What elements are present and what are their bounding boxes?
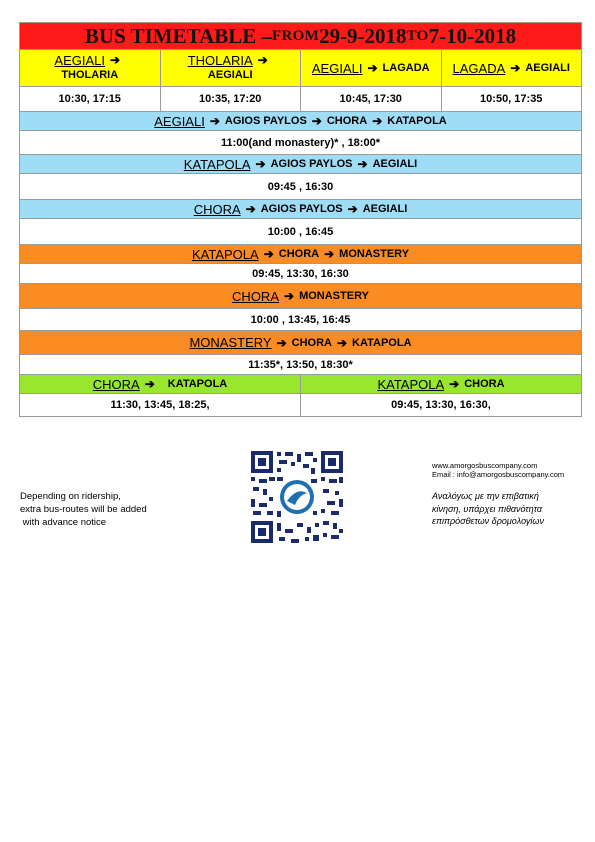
stop-label: KATAPOLA <box>352 336 412 349</box>
note-line: with advance notice <box>20 517 107 528</box>
qr-code-icon <box>249 449 345 545</box>
origin-label: CHORA <box>193 201 241 217</box>
times-cell: 09:45, 13:30, 16:30, <box>391 399 491 411</box>
timetable-title <box>20 23 581 50</box>
times-cell: 10:45, 17:30 <box>301 87 442 111</box>
times-cell: 10:00 , 13:45, 16:45 <box>250 313 351 326</box>
greek-note-line: επιπρόσθετων δρομολογίων <box>432 516 544 526</box>
origin-label: MONASTERY <box>189 335 272 350</box>
arrow-icon: ➔ <box>110 53 121 67</box>
route-header-tholaria-aegiali <box>161 50 302 86</box>
route-times <box>20 355 581 375</box>
website-link[interactable]: www.amorgosbuscompany.com <box>432 461 538 470</box>
note-line: Depending on ridership, <box>20 491 121 502</box>
title-date-end: 7-10-2018 <box>428 23 517 48</box>
stop-label: CHORA <box>326 115 368 127</box>
route-header-katapola-monastery <box>20 245 581 264</box>
origin-label: CHORA <box>232 288 279 304</box>
origin-label: THOLARIA <box>187 53 253 68</box>
local-routes-times <box>20 87 581 112</box>
arrow-icon: ➔ <box>510 61 521 75</box>
contact-info <box>432 461 564 479</box>
route-header-aegiali-katapola <box>20 112 581 131</box>
destination-label: KATAPOLA <box>167 378 228 390</box>
route-header-monastery-katapola <box>20 331 581 355</box>
arrow-icon: ➔ <box>336 335 348 350</box>
destination-label: AEGIALI <box>207 69 253 81</box>
stop-label: MONASTERY <box>339 248 410 260</box>
arrow-icon: ➔ <box>357 157 368 171</box>
route-header-katapola-chora <box>301 375 581 393</box>
origin-label: KATAPOLA <box>377 376 445 392</box>
greek-note-line: κίνηση, υπάρχει πιθανότητα <box>432 503 543 514</box>
destination-label: LAGADA <box>382 62 430 74</box>
stop-label: AGIOS PAYLOS <box>260 203 343 215</box>
route-times <box>20 219 581 245</box>
arrow-icon: ➔ <box>257 53 268 67</box>
timetable <box>19 22 582 417</box>
stop-label: CHORA <box>278 248 320 260</box>
arrow-icon: ➔ <box>255 157 266 171</box>
email-link[interactable]: Email : info@amorgosbuscompany.com <box>432 470 565 479</box>
arrow-icon: ➔ <box>284 289 295 303</box>
arrow-icon: ➔ <box>311 114 322 128</box>
stop-label: CHORA <box>291 336 332 349</box>
times-cell: 10:35, 17:20 <box>161 87 302 111</box>
route-times <box>20 174 581 200</box>
arrow-icon: ➔ <box>347 202 358 216</box>
arrow-icon: ➔ <box>372 114 383 128</box>
destination-label: AEGIALI <box>525 62 570 74</box>
route-header-aegiali-lagada <box>301 50 442 86</box>
arrow-icon: ➔ <box>263 247 274 261</box>
ridership-note <box>20 490 147 529</box>
origin-label: AEGIALI <box>311 60 363 76</box>
stop-label: AEGIALI <box>372 158 418 170</box>
origin-label: KATAPOLA <box>183 156 251 172</box>
stop-label: MONASTERY <box>299 290 369 302</box>
arrow-icon: ➔ <box>276 335 287 350</box>
route-header-lagada-aegiali <box>442 50 582 86</box>
route-times <box>20 309 581 331</box>
route-header-chora-aegiali <box>20 200 581 219</box>
arrow-icon: ➔ <box>144 377 155 391</box>
route-header-chora-katapola-pair <box>20 375 581 394</box>
route-times <box>20 264 581 284</box>
arrow-icon: ➔ <box>449 377 460 391</box>
times-cell: 11:00(and monastery)* , 18:00* <box>221 136 380 149</box>
origin-label: AEGIALI <box>54 53 105 68</box>
times-cell: 10:30, 17:15 <box>20 87 161 111</box>
route-header-aegiali-tholaria <box>20 50 161 86</box>
local-routes-header <box>20 50 581 87</box>
origin-label: AEGIALI <box>154 113 205 129</box>
times-cell: 10:50, 17:35 <box>480 93 543 105</box>
route-times <box>20 394 581 416</box>
greek-note-line: Αναλόγως με την επιβατική <box>432 491 539 501</box>
origin-label: KATAPOLA <box>191 246 259 262</box>
times-cell: 11:35*, 13:50, 18:30* <box>248 358 353 371</box>
title-from: FROM <box>272 27 320 44</box>
destination-label: THOLARIA <box>61 69 119 81</box>
times-cell: 11:30, 13:45, 18:25, <box>20 394 301 416</box>
route-header-katapola-aegiali <box>20 155 581 174</box>
arrow-icon: ➔ <box>245 202 256 216</box>
stop-label: KATAPOLA <box>387 115 447 127</box>
stop-label: AEGIALI <box>362 203 408 215</box>
title-date-start: 29-9-2018 <box>319 23 407 48</box>
title-to: TO <box>406 27 429 44</box>
route-header-chora-katapola <box>20 375 301 393</box>
note-line: extra bus-routes will be added <box>20 504 147 515</box>
arrow-icon: ➔ <box>209 114 220 128</box>
route-header-chora-monastery <box>20 284 581 309</box>
origin-label: LAGADA <box>452 60 506 76</box>
title-text: BUS TIMETABLE – <box>84 23 273 48</box>
stop-label: AGIOS PAYLOS <box>224 115 307 127</box>
times-cell: 09:45 , 16:30 <box>267 180 334 193</box>
arrow-icon: ➔ <box>367 61 378 75</box>
arrow-icon: ➔ <box>324 247 335 261</box>
destination-label: CHORA <box>464 378 505 390</box>
times-cell: 09:45, 13:30, 16:30 <box>252 267 349 280</box>
greek-ridership-note <box>432 490 544 528</box>
times-cell: 10:00 , 16:45 <box>267 225 334 238</box>
stop-label: AGIOS PAYLOS <box>270 158 353 170</box>
route-times <box>20 131 581 155</box>
origin-label: CHORA <box>92 376 140 392</box>
